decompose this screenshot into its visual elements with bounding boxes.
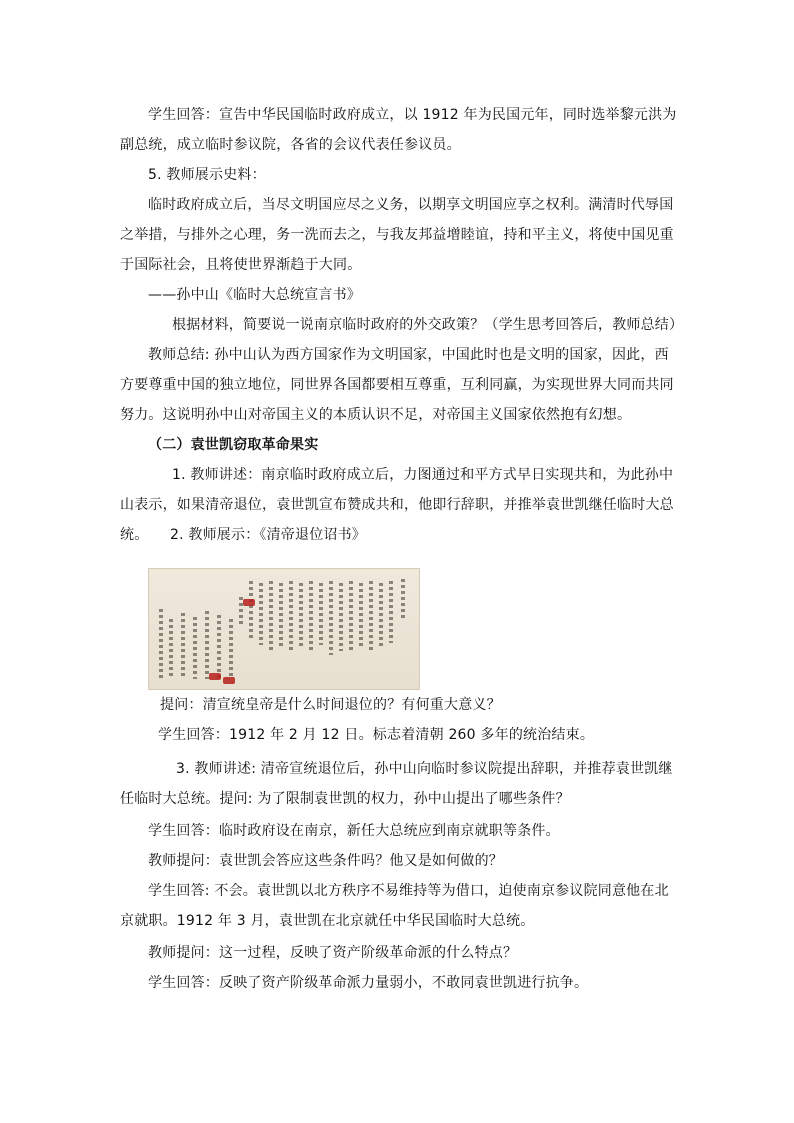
paragraph-student-answer-3: 学生回答：临时政府设在南京，新任大总统应到南京就职等条件。: [148, 823, 560, 839]
paragraph-student-answer-4: 学生回答: 不会。袁世凯以北方秩序不易维持等为借口，迫使南京参议院同意他在北京就职。1912 年 3 月，袁世凯在北京就任中华民国临时大总统。: [120, 883, 669, 929]
paragraph-teacher-narration-1: 1. 教师讲述：南京临时政府成立后，力图通过和平方式早日实现共和，为此孙中山表示，如果清帝退位，袁世凯宣布赞成共和，他即行辞职，并推举袁世凯继任临时大总统。: [120, 467, 674, 543]
paragraph-question-abdication-date: 提问：清宣统皇帝是什么时间退位的？有何重大意义？: [160, 697, 501, 713]
paragraph-quote: 临时政府成立后，当尽文明国应尽之义务，以期享文明国应享之权利。满清时代辱国之举措，与排外之心理，务一洗而去之，与我友邦益增睦谊，持和平主义，将使中国见重于国际社会，且将使世界渐趋于大同。: [120, 197, 674, 273]
paragraph-student-answer-1: 学生回答：宣告中华民国临时政府成立，以 1912 年为民国元年，同时选举黎元洪为副总统，成立临时参议院，各省的会议代表任参议员。: [120, 107, 677, 153]
abdication-edict-image: [148, 568, 420, 690]
paragraph-teacher-question-1: 教师提问：袁世凯会答应这些条件吗？他又是如何做的？: [148, 853, 503, 869]
paragraph-student-answer-5: 学生回答：反映了资产阶级革命派力量弱小，不敢同袁世凯进行抗争。: [148, 975, 589, 991]
section-heading-yuan-shikai: （二）袁世凯窃取革命果实: [148, 437, 319, 453]
paragraph-teacher-show-material: 5. 教师展示史料：: [148, 167, 266, 183]
paragraph-quote-source: ——孙中山《临时大总统宣言书》: [148, 287, 361, 303]
paragraph-question: 根据材料，简要说一说南京临时政府的外交政策？（学生思考回答后，教师总结）: [172, 317, 684, 333]
paragraph-teacher-question-2: 教师提问：这一过程，反映了资产阶级革命派的什么特点？: [148, 945, 518, 961]
paragraph-student-answer-2: 学生回答：1912 年 2 月 12 日。标志着清朝 260 多年的统治结束。: [158, 727, 595, 743]
paragraph-teacher-show-edict: 2. 教师展示：《清帝退位诏书》: [170, 527, 367, 543]
paragraph-teacher-narration-3: 3. 教师讲述: 清帝宣统退位后，孙中山向临时参议院提出辞职，并推荐袁世凯继任临时大总统。提问: 为了限制袁世凯的权力，孙中山提出了哪些条件？: [120, 761, 673, 807]
paragraph-teacher-summary: 教师总结: 孙中山认为西方国家作为文明国家，中国此时也是文明的国家，因此，西方要尊重中国的独立地位，同世界各国都要相互尊重，互利同赢，为实现世界大同而共同努力。这说明孙中山对帝国主义的本质认识不足，对帝国主义国家依然抱有幻想。: [120, 347, 674, 423]
